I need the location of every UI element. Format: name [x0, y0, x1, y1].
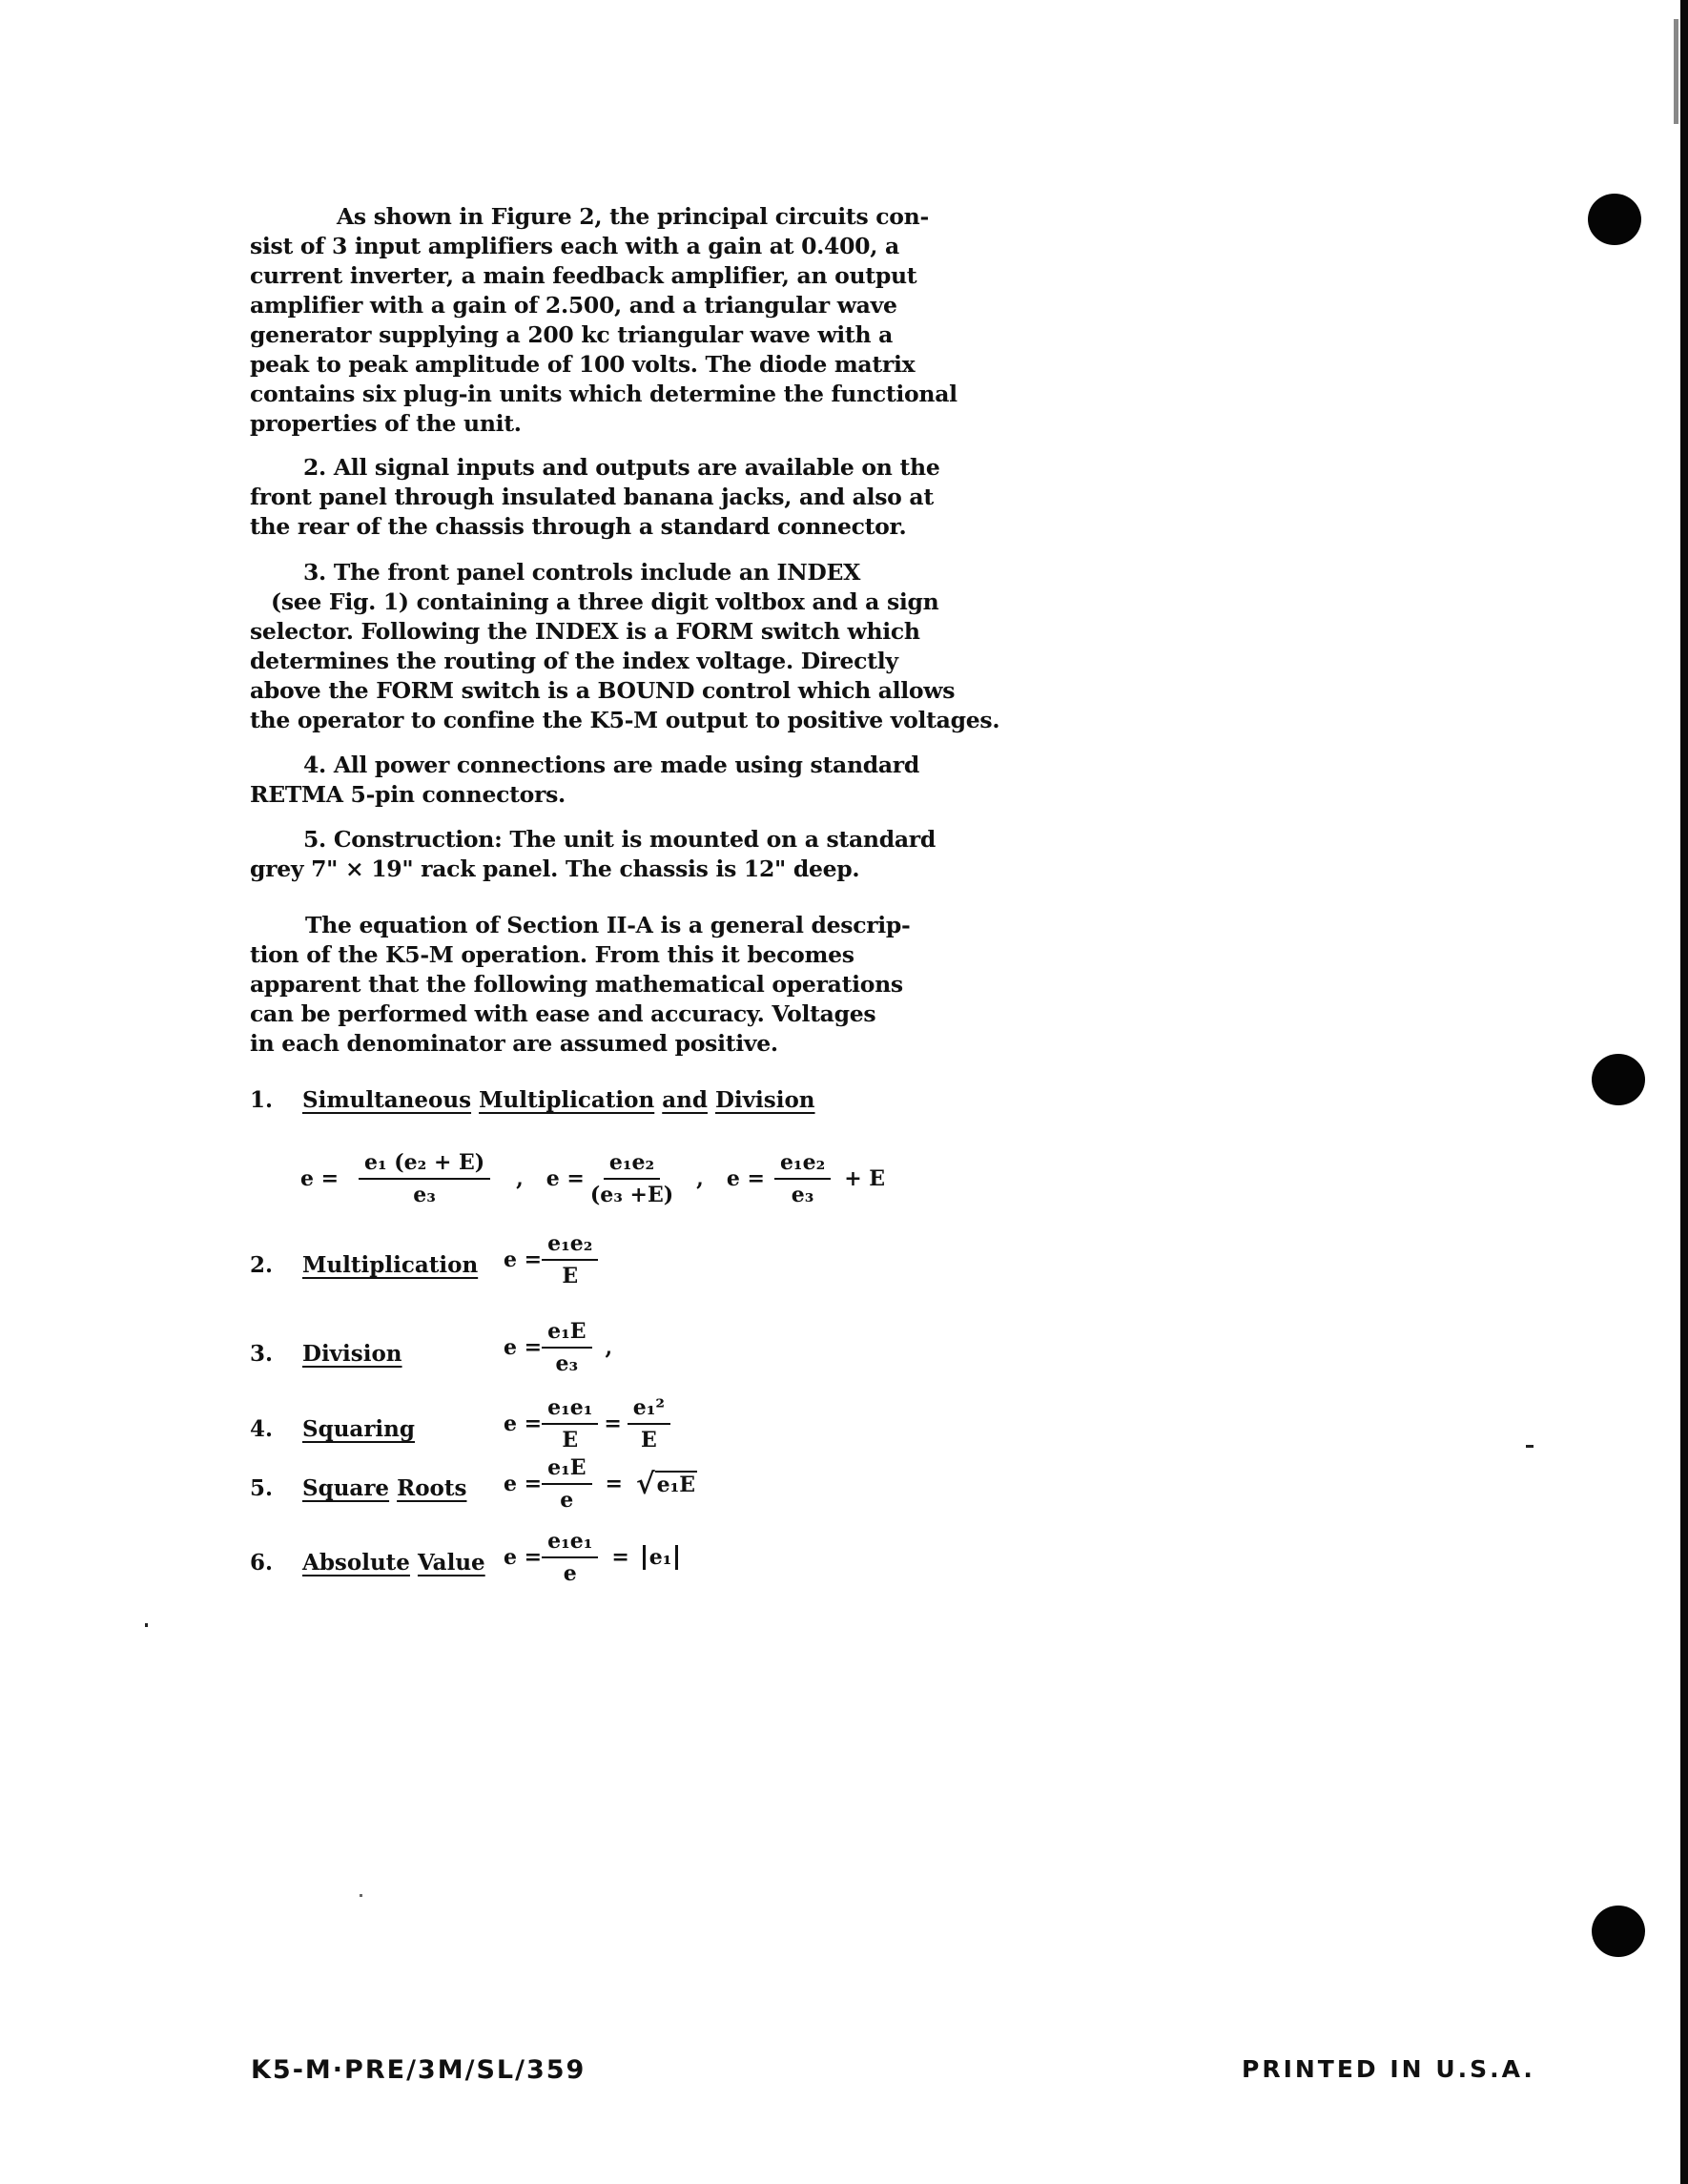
- equation-lhs: e =: [504, 1411, 543, 1436]
- denominator: E: [562, 1264, 579, 1288]
- separator: ,: [516, 1166, 524, 1191]
- text-line: the operator to confine the K5-M output to positive voltages.: [250, 707, 1000, 733]
- equation-absolute-value: [504, 1528, 678, 1587]
- numerator: e₁E: [542, 1454, 591, 1485]
- fraction: [542, 1230, 598, 1289]
- paragraph-intro: [250, 202, 975, 439]
- addend: + E: [844, 1166, 886, 1191]
- text-line: grey 7" × 19" rack panel. The chassis is 12" deep.: [250, 855, 860, 882]
- paragraph-item-2: [250, 453, 975, 542]
- numerator: e₁E: [542, 1318, 591, 1349]
- printed-in-label: PRINTED IN U.S.A.: [1242, 2055, 1535, 2083]
- equation-lhs: e =: [504, 1247, 543, 1272]
- equation-lhs: e =: [726, 1166, 765, 1191]
- text-line: 5. Construction: The unit is mounted on a standard: [303, 826, 936, 853]
- fraction: [542, 1318, 591, 1377]
- paragraph-item-5: [250, 825, 975, 884]
- text-line: peak to peak amplitude of 100 volts. The diode matrix: [250, 351, 916, 378]
- denominator: (e₃ +E): [589, 1183, 674, 1207]
- operation-label: [302, 1087, 815, 1113]
- punch-hole-icon: [1592, 1054, 1645, 1105]
- operation-label: Squaring: [302, 1416, 415, 1442]
- text-line: As shown in Figure 2, the principal circuits con-: [337, 203, 929, 230]
- scan-speck: [145, 1623, 148, 1627]
- separator: ,: [696, 1166, 704, 1191]
- paragraph-equation-intro: [250, 911, 975, 1059]
- scan-speck: [360, 1894, 362, 1897]
- equals-sign: =: [604, 1411, 622, 1436]
- numerator: e₁²: [628, 1394, 670, 1425]
- operation-label: [302, 1475, 466, 1501]
- separator: ,: [605, 1335, 613, 1360]
- operation-label: [302, 1550, 485, 1576]
- equation-simultaneous: [300, 1149, 891, 1208]
- operation-number: 1.: [250, 1087, 274, 1113]
- numerator: e₁e₁: [542, 1394, 598, 1425]
- text-line: 3. The front panel controls include an INDEX: [303, 559, 861, 586]
- text-line: current inverter, a main feedback amplifier, an output: [250, 262, 917, 289]
- label-word: Division: [714, 1087, 815, 1113]
- text-line: determines the routing of the index voltage. Directly: [250, 648, 898, 674]
- page-edge-shadow: [1680, 0, 1688, 2184]
- operation-label: Division: [302, 1341, 402, 1367]
- label-word: Value: [417, 1550, 485, 1576]
- label-word: Multiplication: [479, 1087, 655, 1113]
- fraction: [542, 1394, 598, 1453]
- denominator: e₃: [791, 1183, 814, 1207]
- text-line: The equation of Section II-A is a general descrip-: [305, 912, 911, 938]
- equation-division: [504, 1318, 618, 1377]
- text-line: selector. Following the INDEX is a FORM switch which: [250, 618, 920, 645]
- text-line: contains six plug-in units which determine the functional: [250, 381, 957, 407]
- equation-lhs: e =: [300, 1166, 340, 1191]
- text-line: amplifier with a gain of 2.500, and a triangular wave: [250, 292, 897, 319]
- numerator: e₁e₂: [604, 1149, 660, 1180]
- text-line: (see Fig. 1) containing a three digit voltbox and a sign: [271, 588, 939, 615]
- fraction: [542, 1454, 591, 1514]
- text-line: can be performed with ease and accuracy. Voltages: [250, 1000, 876, 1027]
- punch-hole-icon: [1592, 1906, 1645, 1957]
- text-line: 2. All signal inputs and outputs are available on the: [303, 454, 940, 481]
- paragraph-item-4: [250, 751, 975, 810]
- equation-square-root: [504, 1454, 697, 1514]
- punch-hole-icon: [1588, 194, 1641, 245]
- label-word: and: [662, 1087, 708, 1113]
- text-line: generator supplying a 200 kc triangular wave with a: [250, 321, 894, 348]
- fraction: [339, 1149, 510, 1208]
- text-line: properties of the unit.: [250, 410, 522, 437]
- equation-lhs: e =: [546, 1166, 585, 1191]
- label-word: Absolute: [302, 1550, 410, 1576]
- radicand: e₁E: [656, 1473, 696, 1497]
- denominator: E: [562, 1428, 579, 1453]
- denominator: e₃: [413, 1183, 436, 1207]
- numerator: e₁e₂: [774, 1149, 831, 1180]
- equation-multiplication: [504, 1230, 598, 1289]
- label-word: Roots: [397, 1475, 467, 1501]
- operation-number: 3.: [250, 1341, 274, 1367]
- equation-lhs: e =: [504, 1335, 543, 1360]
- operation-number: 5.: [250, 1475, 274, 1501]
- denominator: e₃: [555, 1351, 579, 1376]
- fraction: [585, 1149, 679, 1208]
- text-line: in each denominator are assumed positive.: [250, 1030, 778, 1057]
- absolute-value-expr: e₁: [643, 1545, 679, 1570]
- page-edge-mark: [1674, 19, 1678, 124]
- text-line: tion of the K5-M operation. From this it becomes: [250, 941, 854, 968]
- fraction: [542, 1528, 598, 1587]
- text-line: RETMA 5-pin connectors.: [250, 781, 566, 808]
- text-line: the rear of the chassis through a standard connector.: [250, 513, 907, 540]
- equation-lhs: e =: [504, 1472, 543, 1496]
- numerator: e₁ (e₂ + E): [359, 1149, 490, 1180]
- text-line: sist of 3 input amplifiers each with a gain at 0.400, a: [250, 233, 899, 259]
- operation-label: Multiplication: [302, 1252, 479, 1278]
- label-word: Simultaneous: [302, 1087, 472, 1113]
- text-line: above the FORM switch is a BOUND control which allows: [250, 677, 956, 704]
- denominator: E: [641, 1428, 657, 1453]
- operation-number: 6.: [250, 1550, 274, 1576]
- document-code: K5-M·PRE/3M/SL/359: [251, 2055, 587, 2085]
- text-line: apparent that the following mathematical operations: [250, 971, 903, 998]
- label-word: Square: [302, 1475, 390, 1501]
- fraction: [628, 1394, 670, 1453]
- numerator: e₁e₂: [542, 1230, 598, 1261]
- text-line: 4. All power connections are made using standard: [303, 752, 920, 778]
- denominator: e: [560, 1488, 574, 1513]
- operation-number: 2.: [250, 1252, 274, 1278]
- denominator: e: [563, 1561, 577, 1586]
- equals-sign: =: [611, 1545, 629, 1570]
- text-line: front panel through insulated banana jacks, and also at: [250, 484, 934, 510]
- equals-sign: =: [605, 1472, 623, 1496]
- sqrt-radical-icon: √: [635, 1467, 655, 1501]
- numerator: e₁e₁: [542, 1528, 598, 1558]
- equation-squaring: [504, 1394, 670, 1453]
- operation-number: 4.: [250, 1416, 274, 1442]
- paragraph-item-3: [250, 558, 1000, 735]
- scan-speck: [1526, 1445, 1534, 1448]
- equation-lhs: e =: [504, 1545, 543, 1570]
- fraction: [774, 1149, 831, 1208]
